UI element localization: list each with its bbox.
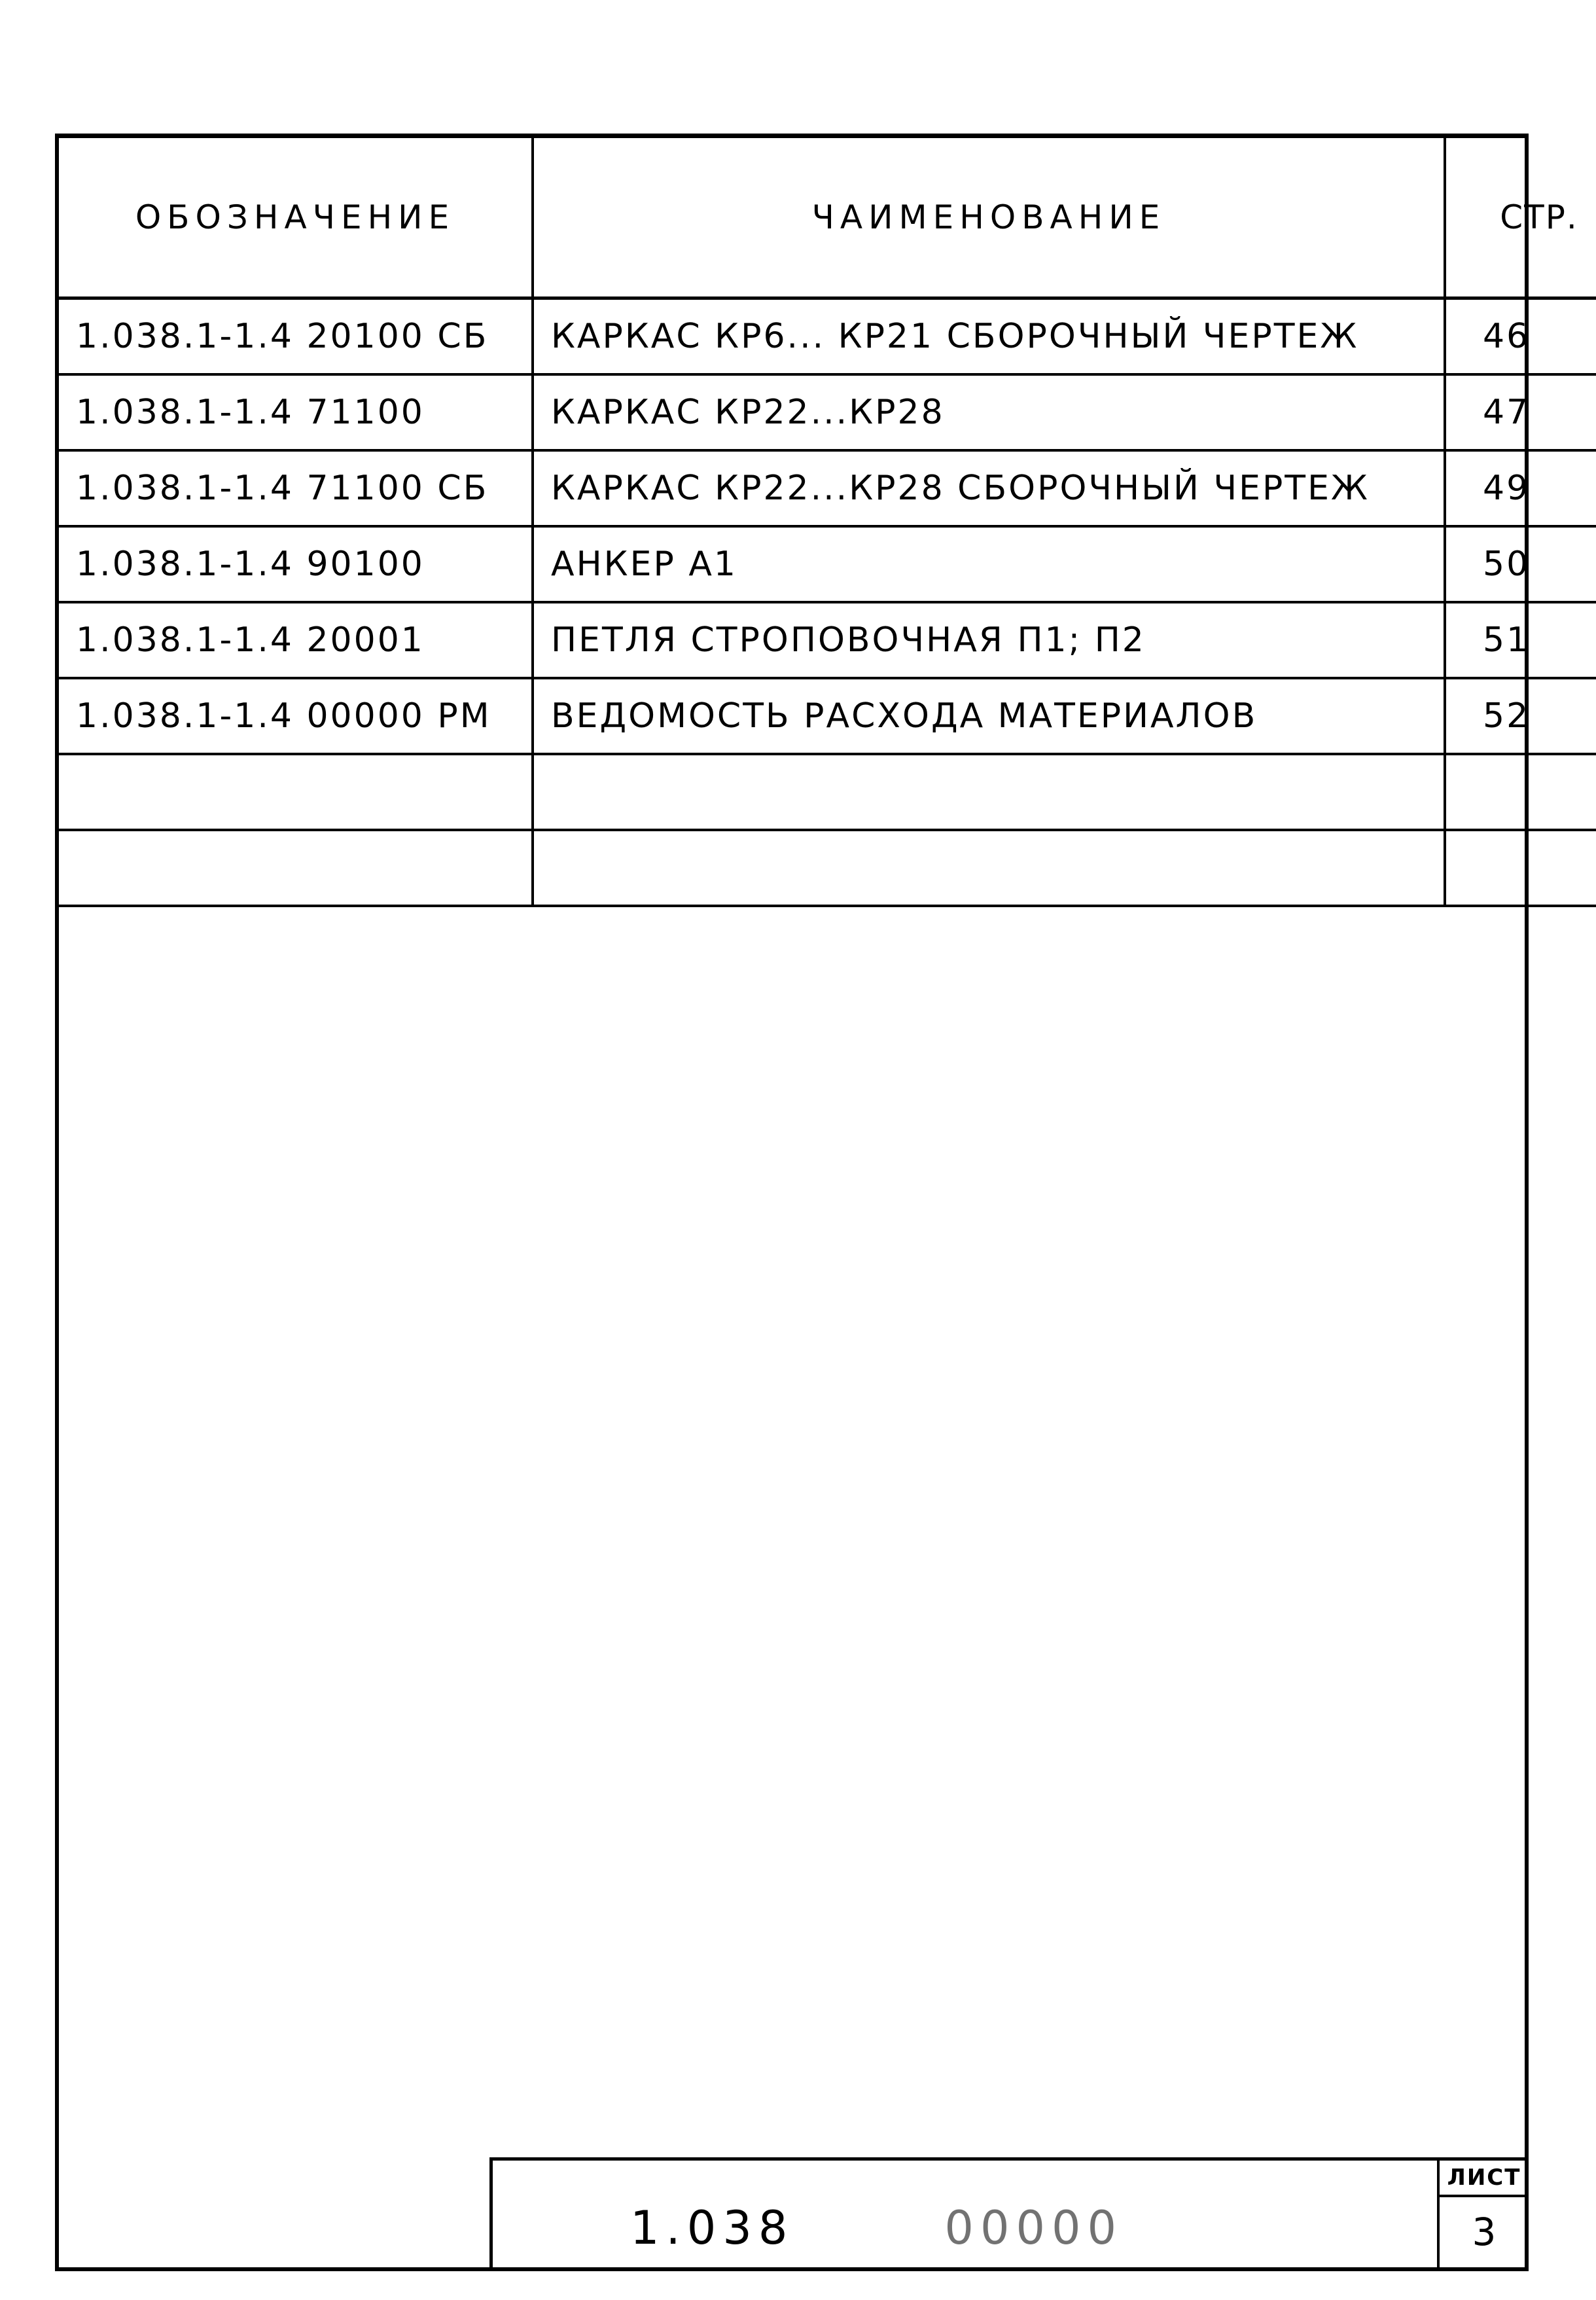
title-block-stamp [489,2157,1529,2267]
empty-table-row [59,830,1596,906]
document-code-left: 1.038 [630,2201,794,2255]
cell-name: АНКЕР А1 [533,526,1445,602]
header-page: СТР. [1445,138,1596,298]
empty-cell [1445,754,1596,830]
contents-table [59,138,1596,907]
cell-page: 47 [1445,374,1596,450]
empty-cell [533,754,1445,830]
cell-name: ВЕДОМОСТЬ РАСХОДА МАТЕРИАЛОВ [533,678,1445,754]
sheet-number: 3 [1437,2197,1529,2267]
empty-cell [59,830,533,906]
cell-designation: 1.038.1-1.4 71100 [59,374,533,450]
header-designation: ОБОЗНАЧЕНИЕ [59,138,533,298]
cell-page: 50 [1445,526,1596,602]
cell-name: КАРКАС КР6... КР21 СБОРОЧНЫЙ ЧЕРТЕЖ [533,298,1445,375]
empty-table-row [59,754,1596,830]
cell-page: 49 [1445,450,1596,526]
cell-page: 51 [1445,602,1596,678]
table-row [59,678,1596,754]
empty-cell [59,754,533,830]
table-row [59,298,1596,375]
cell-page: 46 [1445,298,1596,375]
cell-designation: 1.038.1-1.4 20100 СБ [59,298,533,375]
drawing-sheet [55,134,1578,2271]
cell-designation: 1.038.1-1.4 90100 [59,526,533,602]
cell-name: ПЕТЛЯ СТРОПОВОЧНАЯ П1; П2 [533,602,1445,678]
document-code-right: 00000 [944,2201,1124,2255]
document-code [630,2201,1123,2255]
table-header-row [59,138,1596,298]
cell-designation: 1.038.1-1.4 20001 [59,602,533,678]
empty-cell [1445,830,1596,906]
cell-page: 52 [1445,678,1596,754]
table-row [59,450,1596,526]
header-name: ЧАИМЕНОВАНИЕ [533,138,1445,298]
table-row [59,602,1596,678]
empty-cell [533,830,1445,906]
sheet-label: ЛИСТ [1437,2161,1529,2197]
cell-name: КАРКАС КР22...КР28 [533,374,1445,450]
table-row [59,374,1596,450]
cell-name: КАРКАС КР22...КР28 СБОРОЧНЫЙ ЧЕРТЕЖ [533,450,1445,526]
cell-designation: 1.038.1-1.4 71100 СБ [59,450,533,526]
cell-designation: 1.038.1-1.4 00000 РМ [59,678,533,754]
table-row [59,526,1596,602]
